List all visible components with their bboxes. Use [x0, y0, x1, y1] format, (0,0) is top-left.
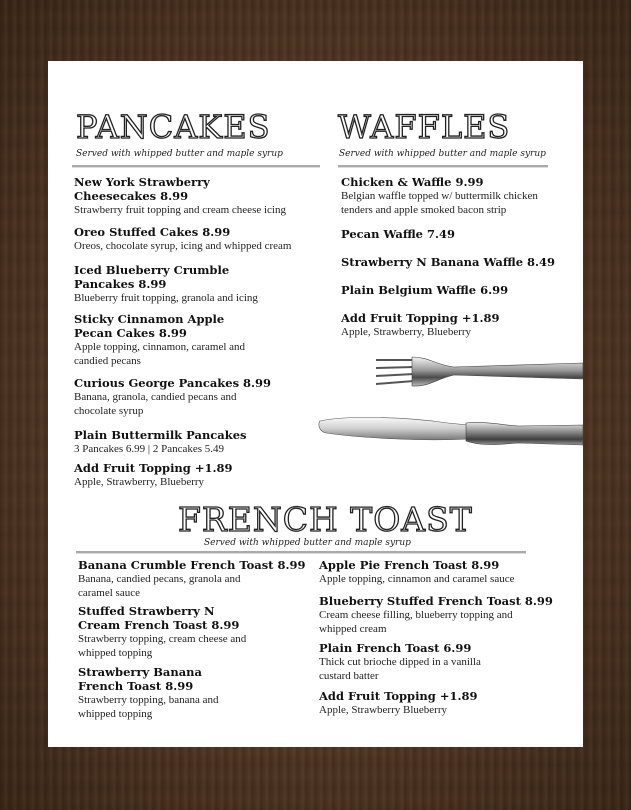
item-description: tenders and apple smoked bacon strip: [341, 204, 507, 216]
pancakes-item-2: [74, 225, 291, 253]
fork-icon: [374, 353, 583, 397]
item-name: Chicken & Waffle 9.99: [341, 175, 484, 189]
french-toast-item-3: [78, 665, 219, 721]
item-description: Banana, granola, candied pecans and: [74, 391, 237, 403]
pancakes-divider: [72, 165, 320, 168]
french-toast-item-1: [78, 558, 306, 600]
item-name: Pecan Waffle 7.49: [341, 227, 456, 241]
item-name: Blueberry Stuffed French Toast 8.99: [319, 594, 553, 608]
french-toast-item-4: [319, 558, 515, 586]
french-toast-subtitle: Served with whipped butter and maple syrup: [204, 538, 411, 548]
pancakes-subtitle: Served with whipped butter and maple syrup: [76, 149, 283, 159]
item-description: 3 Pancakes 6.99 | 2 Pancakes 5.49: [74, 443, 225, 455]
pancakes-title: PANCAKES: [76, 108, 271, 146]
french-toast-item-6: [319, 641, 481, 683]
waffles-item-3: [341, 255, 555, 269]
item-description: Blueberry fruit topping, granola and icing: [74, 292, 258, 304]
pancakes-item-3: [74, 263, 258, 305]
item-name: Apple Pie French Toast 8.99: [319, 558, 500, 572]
item-description: chocolate syrup: [74, 405, 144, 417]
knife-icon: [318, 411, 583, 453]
waffles-item-4: [341, 283, 508, 297]
item-name: Pancakes 8.99: [74, 277, 167, 291]
item-description: Apple, Strawberry, Blueberry: [74, 476, 205, 488]
item-name: Strawberry N Banana Waffle 8.49: [341, 255, 556, 269]
waffles-item-5: [341, 311, 499, 339]
item-description: Cream cheese filling, blueberry topping and: [319, 609, 513, 621]
item-name: Plain Belgium Waffle 6.99: [341, 283, 509, 297]
item-name: Add Fruit Topping +1.89: [319, 689, 478, 703]
item-name: Curious George Pancakes 8.99: [74, 376, 272, 390]
item-description: Banana, candied pecans, granola and: [78, 573, 241, 585]
waffles-item-1: [341, 175, 538, 217]
item-description: Strawberry fruit topping and cream cheese icing: [74, 204, 286, 216]
item-description: Strawberry topping, cream cheese and: [78, 633, 247, 645]
item-description: Oreos, chocolate syrup, icing and whipped cream: [74, 240, 292, 252]
item-name: French Toast 8.99: [78, 679, 194, 693]
item-name: Strawberry Banana: [78, 665, 202, 679]
item-description: caramel sauce: [78, 587, 140, 599]
item-description: Apple topping, cinnamon, caramel and: [74, 341, 246, 353]
french-toast-title: FRENCH TOAST: [178, 500, 473, 539]
waffles-title: WAFFLES: [338, 108, 511, 146]
item-name: Oreo Stuffed Cakes 8.99: [74, 225, 231, 239]
french-toast-divider: [76, 551, 526, 554]
item-description: Thick cut brioche dipped in a vanilla: [319, 656, 481, 668]
item-name: Stuffed Strawberry N: [78, 604, 215, 618]
item-description: whipped topping: [78, 708, 153, 720]
item-name: Add Fruit Topping +1.89: [341, 311, 500, 325]
item-description: whipped cream: [319, 623, 387, 635]
item-description: candied pecans: [74, 355, 141, 367]
french-toast-item-7: [319, 689, 477, 717]
menu-sheet: [48, 61, 583, 747]
item-name: Pecan Cakes 8.99: [74, 326, 187, 340]
item-name: Banana Crumble French Toast 8.99: [78, 558, 306, 572]
item-description: Strawberry topping, banana and: [78, 694, 219, 706]
pancakes-item-1: [74, 175, 286, 217]
item-name: Add Fruit Topping +1.89: [74, 461, 233, 475]
item-description: Apple, Strawberry, Blueberry: [341, 326, 472, 338]
item-description: Apple topping, cinnamon and caramel sauce: [319, 573, 515, 585]
item-name: Plain Buttermilk Pancakes: [74, 428, 247, 442]
item-name: Sticky Cinnamon Apple: [74, 312, 225, 326]
waffles-divider: [338, 165, 548, 168]
item-description: whipped topping: [78, 647, 153, 659]
french-toast-item-5: [319, 594, 553, 636]
item-name: Plain French Toast 6.99: [319, 641, 472, 655]
item-description: Belgian waffle topped w/ buttermilk chicken: [341, 190, 538, 202]
pancakes-item-5: [74, 376, 271, 418]
pancakes-item-4: [74, 312, 245, 368]
waffles-item-2: [341, 227, 455, 241]
waffles-subtitle: Served with whipped butter and maple syrup: [339, 149, 546, 159]
item-name: Iced Blueberry Crumble: [74, 263, 230, 277]
item-name: Cheesecakes 8.99: [74, 189, 189, 203]
french-toast-item-2: [78, 604, 246, 660]
item-description: custard batter: [319, 670, 379, 682]
item-name: Cream French Toast 8.99: [78, 618, 240, 632]
pancakes-item-7: [74, 461, 232, 489]
pancakes-item-6: [74, 428, 247, 456]
item-name: New York Strawberry: [74, 175, 210, 189]
item-description: Apple, Strawberry Blueberry: [319, 704, 447, 716]
